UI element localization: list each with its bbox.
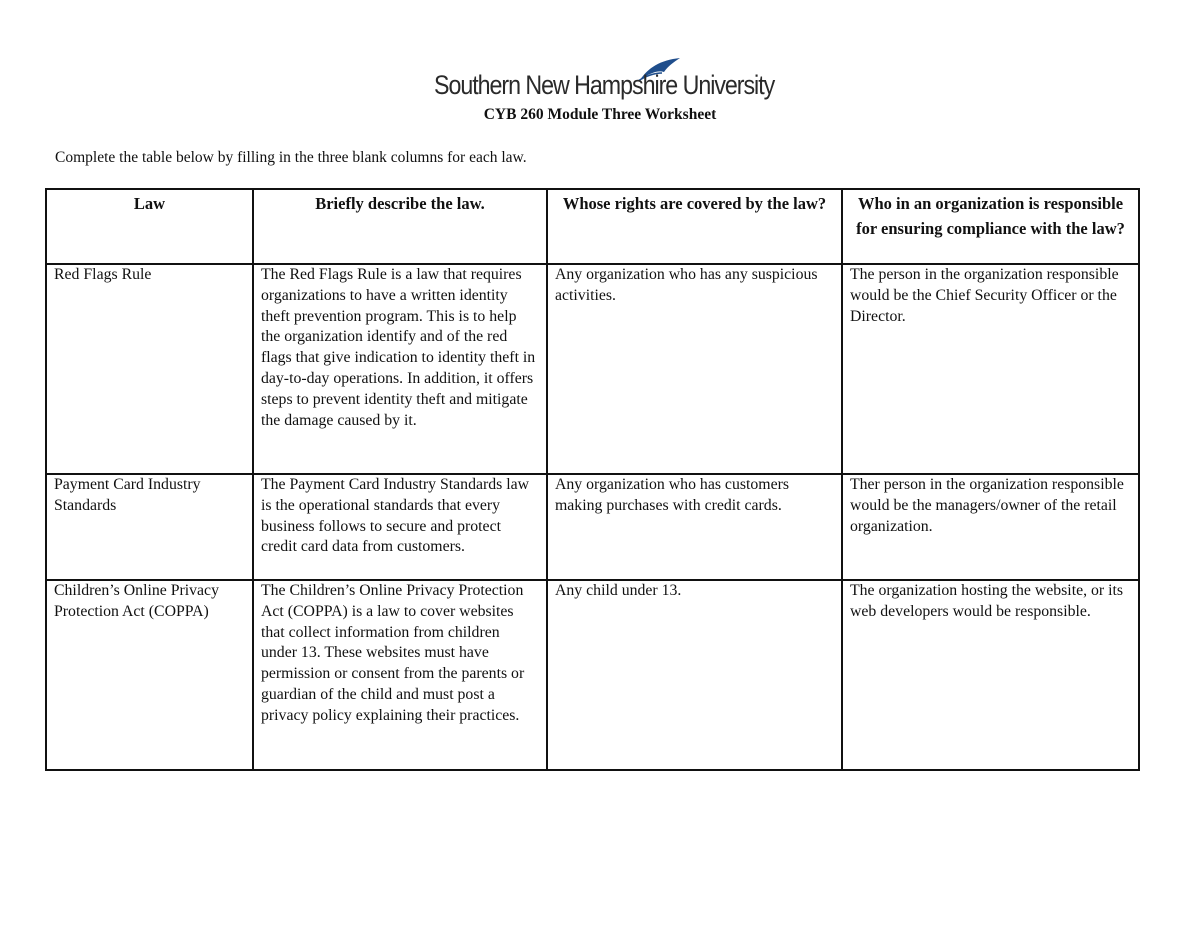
rights-cell: Any child under 13.: [547, 580, 842, 770]
responsible-cell: The organization hosting the website, or its web developers would be responsible.: [842, 580, 1139, 770]
instructions-text: Complete the table below by filling in the three blank columns for each law.: [55, 149, 527, 166]
law-name-cell: Children’s Online Privacy Protection Act (COPPA): [46, 580, 253, 770]
responsible-cell: The person in the organization responsible would be the Chief Security Officer or the Director.: [842, 264, 1139, 474]
university-name: Southern New Hampshire University: [434, 70, 775, 100]
column-header-law: Law: [46, 189, 253, 264]
table-header-row: [46, 189, 1139, 264]
column-header-description: Briefly describe the law.: [253, 189, 547, 264]
description-cell: The Red Flags Rule is a law that requires organizations to have a written identity theft prevention program. This is to help the organization identify and of the red flags that give indication to identity theft in day-to-day operations. In addition, it offers steps to prevent identity theft and mitigate the damage caused by it.: [253, 264, 547, 474]
laws-table: [45, 188, 1140, 771]
law-name-cell: Red Flags Rule: [46, 264, 253, 474]
column-header-responsible: Who in an organization is responsible for ensuring compliance with the law?: [842, 189, 1139, 264]
university-logo: [434, 56, 774, 106]
law-name-cell: Payment Card Industry Standards: [46, 474, 253, 580]
table-row: [46, 580, 1139, 770]
rights-cell: Any organization who has any suspicious activities.: [547, 264, 842, 474]
description-cell: The Children’s Online Privacy Protection Act (COPPA) is a law to cover websites that collect information from children under 13. These websites must have permission or consent from the parents or guardian of the child and must post a privacy policy explaining their practices.: [253, 580, 547, 770]
description-cell: The Payment Card Industry Standards law is the operational standards that every business follows to secure and protect credit card data from customers.: [253, 474, 547, 580]
table-row: [46, 474, 1139, 580]
column-header-rights: Whose rights are covered by the law?: [547, 189, 842, 264]
page-title: CYB 260 Module Three Worksheet: [483, 106, 717, 123]
table-row: [46, 264, 1139, 474]
responsible-cell: Ther person in the organization responsible would be the managers/owner of the retail organization.: [842, 474, 1139, 580]
rights-cell: Any organization who has customers making purchases with credit cards.: [547, 474, 842, 580]
